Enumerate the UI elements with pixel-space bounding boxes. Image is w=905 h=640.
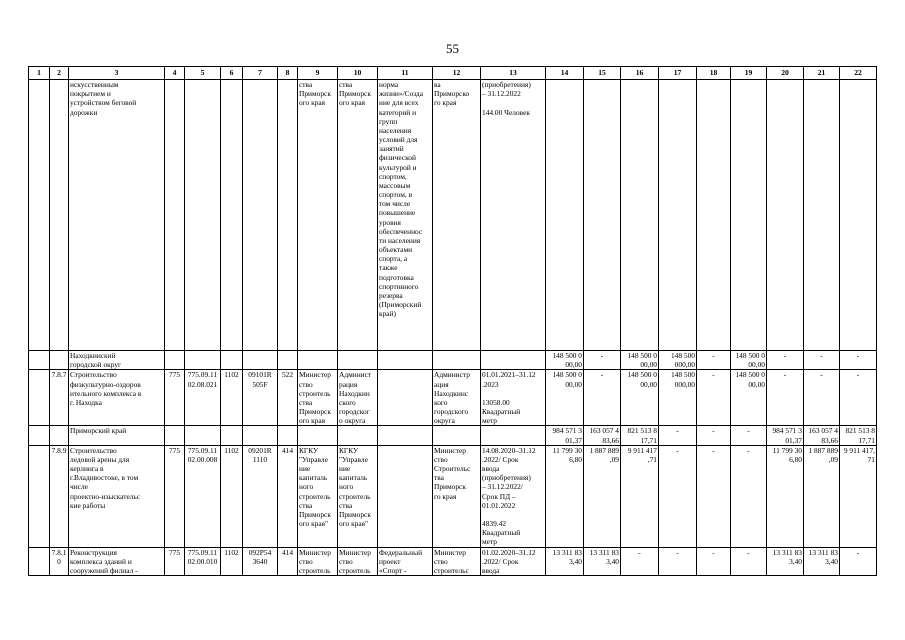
- table-cell: Администр ация Находкинс кого городского округа: [433, 370, 481, 426]
- table-cell: КГКУ "Управле ние капиталь ного строитель ства Приморск ого края": [298, 445, 338, 547]
- table-cell: [697, 80, 731, 351]
- table-cell: [29, 351, 50, 370]
- table-cell: [165, 426, 185, 445]
- table-cell: 821 513 8 17,71: [621, 426, 659, 445]
- table-cell: 148 500 000,00: [659, 351, 697, 370]
- table-cell: 7.8.9: [50, 445, 69, 547]
- table-cell: 148 500 0 00,00: [546, 351, 584, 370]
- table-cell: 14.08.2020–31.12 .2022/ Срок ввода (приобретения) – 31.12.2022/ Срок ПД – 01.01.2022 4839.42 Квадратный метр: [481, 445, 546, 547]
- table-cell: 775: [165, 370, 185, 426]
- table-cell: ства Приморск ого края: [338, 80, 378, 351]
- table-cell: [378, 370, 433, 426]
- table-cell: 9 911 417 ,71: [621, 445, 659, 547]
- header-cell: 8: [278, 67, 298, 80]
- header-cell: 13: [481, 67, 546, 80]
- table-cell: [298, 426, 338, 445]
- table-cell: -: [697, 445, 731, 547]
- header-cell: 12: [433, 67, 481, 80]
- table-cell: Министер ство строитель: [338, 547, 378, 576]
- table-cell: -: [840, 351, 877, 370]
- header-cell: 20: [767, 67, 804, 80]
- table-cell: 775: [165, 445, 185, 547]
- table-cell: [50, 426, 69, 445]
- table-row: [29, 426, 877, 445]
- table-cell: -: [767, 370, 804, 426]
- table-cell: 148 500 000,00: [659, 370, 697, 426]
- page-number: 55: [446, 41, 459, 56]
- table-cell: 01.01.2021–31.12 .2023 13058.00 Квадратный метр: [481, 370, 546, 426]
- budget-table: [28, 66, 877, 576]
- table-cell: [659, 80, 697, 351]
- table-cell: -: [767, 351, 804, 370]
- table-cell: [29, 370, 50, 426]
- table-cell: -: [804, 370, 840, 426]
- table-cell: [243, 80, 278, 351]
- header-cell: 16: [621, 67, 659, 80]
- header-cell: 2: [50, 67, 69, 80]
- table-row: [29, 80, 877, 351]
- table-cell: -: [731, 426, 767, 445]
- table-cell: Министер ство строитель ства Приморск ого края: [298, 370, 338, 426]
- table-cell: 11 799 30 6,80: [767, 445, 804, 547]
- table-cell: -: [840, 547, 877, 576]
- header-cell: 7: [243, 67, 278, 80]
- table-cell: -: [584, 370, 621, 426]
- table-cell: [185, 80, 221, 351]
- table-row: [29, 351, 877, 370]
- table-cell: 7.8.10: [50, 547, 69, 576]
- table-cell: 09101R 505F: [243, 370, 278, 426]
- table-row: [29, 370, 877, 426]
- table-cell: 7.8.7: [50, 370, 69, 426]
- table-cell: [185, 351, 221, 370]
- header-cell: 3: [69, 67, 165, 80]
- table-cell: [840, 80, 877, 351]
- table-cell: 775.09.11 02.00.010: [185, 547, 221, 576]
- table-cell: 148 500 0 00,00: [621, 351, 659, 370]
- table-cell: [29, 547, 50, 576]
- table-cell: [433, 351, 481, 370]
- table-cell: Находкинский городской округ: [69, 351, 165, 370]
- table-cell: [278, 426, 298, 445]
- table-cell: [278, 351, 298, 370]
- table-cell: 414: [278, 547, 298, 576]
- table-cell: 9 911 417, 71: [840, 445, 877, 547]
- table-cell: норма жизни»/Созда ние для всех категорий и групп населения условий для занятий физической культурой и спортом, массовым спортом, в том числе повышение уровня обеспеченнос ти населения объектами спорта, а также подготовка спортивного резерва (Приморский край): [378, 80, 433, 351]
- table-cell: КГКУ "Управле ние капиталь ного строитель ства Приморск ого края": [338, 445, 378, 547]
- table-cell: -: [697, 370, 731, 426]
- table-cell: 163 057 4 83,66: [804, 426, 840, 445]
- table-cell: [221, 426, 243, 445]
- table-cell: [378, 351, 433, 370]
- header-cell: 21: [804, 67, 840, 80]
- table-cell: [298, 351, 338, 370]
- table-cell: [29, 80, 50, 351]
- table-cell: Федеральный проект «Спорт -: [378, 547, 433, 576]
- table-cell: -: [804, 351, 840, 370]
- table-cell: 13 311 83 3,40: [546, 547, 584, 576]
- table-cell: [621, 80, 659, 351]
- table-cell: [185, 426, 221, 445]
- table-cell: 148 500 0 00,00: [546, 370, 584, 426]
- table-cell: 775.09.11 02.08.021: [185, 370, 221, 426]
- table-cell: [378, 445, 433, 547]
- table-cell: 522: [278, 370, 298, 426]
- header-cell: 15: [584, 67, 621, 80]
- table-cell: Строительство ледовой арены для керлинга в г.Владивостоке, в том числе проектно-изыскательс кие работы: [69, 445, 165, 547]
- table-cell: 092P54 3640: [243, 547, 278, 576]
- table-cell: [243, 426, 278, 445]
- table-cell: [165, 351, 185, 370]
- table-cell: 13 311 83 3,40: [804, 547, 840, 576]
- table-cell: [243, 351, 278, 370]
- table-cell: 09201R 1110: [243, 445, 278, 547]
- table-cell: [221, 351, 243, 370]
- table-cell: 1 887 889 ,09: [584, 445, 621, 547]
- table-cell: 414: [278, 445, 298, 547]
- table-cell: Министер ство Строительс тва Приморск го края: [433, 445, 481, 547]
- header-cell: 5: [185, 67, 221, 80]
- table-cell: [338, 351, 378, 370]
- table-cell: 01.02.2020–31.12 .2022/ Срок ввода: [481, 547, 546, 576]
- table-cell: 821 513 8 17,71: [840, 426, 877, 445]
- table-cell: [767, 80, 804, 351]
- table-cell: [481, 351, 546, 370]
- table-cell: [546, 80, 584, 351]
- table-cell: [731, 80, 767, 351]
- table-cell: 13 311 83 3,40: [584, 547, 621, 576]
- table-cell: -: [731, 445, 767, 547]
- table-cell: [29, 445, 50, 547]
- table-cell: 148 500 0 00,00: [621, 370, 659, 426]
- table-cell: [29, 426, 50, 445]
- table-cell: -: [840, 370, 877, 426]
- table-cell: [433, 426, 481, 445]
- table-cell: 11 799 30 6,80: [546, 445, 584, 547]
- table-cell: 984 571 3 01,37: [546, 426, 584, 445]
- table-cell: [50, 351, 69, 370]
- table-cell: ва Приморско го края: [433, 80, 481, 351]
- header-cell: 17: [659, 67, 697, 80]
- header-cell: 9: [298, 67, 338, 80]
- table-cell: -: [697, 351, 731, 370]
- table-cell: [50, 80, 69, 351]
- table-cell: 13 311 83 3,40: [767, 547, 804, 576]
- table-cell: Министер ство строитель: [298, 547, 338, 576]
- table-cell: [221, 80, 243, 351]
- table-cell: 163 057 4 83,66: [584, 426, 621, 445]
- table-cell: 1102: [221, 445, 243, 547]
- table-cell: 1 887 889 ,09: [804, 445, 840, 547]
- table-cell: 1102: [221, 547, 243, 576]
- header-row: [29, 67, 877, 80]
- table-cell: Строительство физкультурно-оздоров ительного комплекса в г. Находка: [69, 370, 165, 426]
- table-cell: 148 500 0 00,00: [731, 370, 767, 426]
- table-cell: 984 571 3 01,37: [767, 426, 804, 445]
- table-cell: [804, 80, 840, 351]
- table-cell: -: [697, 426, 731, 445]
- table-cell: Приморский край: [69, 426, 165, 445]
- header-cell: 14: [546, 67, 584, 80]
- header-cell: 1: [29, 67, 50, 80]
- table-cell: -: [731, 547, 767, 576]
- table-cell: ства Приморск ого края: [298, 80, 338, 351]
- table-cell: 775.09.11 02.00.008: [185, 445, 221, 547]
- table-cell: 775: [165, 547, 185, 576]
- table-cell: -: [584, 351, 621, 370]
- table-row: [29, 445, 877, 547]
- table-cell: [378, 426, 433, 445]
- table-row: [29, 547, 877, 576]
- table-cell: -: [621, 547, 659, 576]
- table-cell: (приобретения) – 31.12.2022 144.00 Человек: [481, 80, 546, 351]
- table-cell: [584, 80, 621, 351]
- header-cell: 4: [165, 67, 185, 80]
- table-cell: [165, 80, 185, 351]
- header-cell: 6: [221, 67, 243, 80]
- table-cell: искусственным покрытием и устройством беговой дорожки: [69, 80, 165, 351]
- header-cell: 11: [378, 67, 433, 80]
- header-cell: 22: [840, 67, 877, 80]
- table-cell: [481, 426, 546, 445]
- table-cell: 1102: [221, 370, 243, 426]
- table-cell: Министер ство строительс: [433, 547, 481, 576]
- table-cell: 148 500 0 00,00: [731, 351, 767, 370]
- table-cell: [278, 80, 298, 351]
- table-cell: -: [659, 547, 697, 576]
- header-cell: 18: [697, 67, 731, 80]
- header-cell: 10: [338, 67, 378, 80]
- table-cell: Реконструкция комплекса зданий и сооружений филиал -: [69, 547, 165, 576]
- table-cell: -: [697, 547, 731, 576]
- table-cell: -: [659, 426, 697, 445]
- table-cell: -: [659, 445, 697, 547]
- table-cell: Админист рация Находкин ского городског о округа: [338, 370, 378, 426]
- header-cell: 19: [731, 67, 767, 80]
- table-cell: [338, 426, 378, 445]
